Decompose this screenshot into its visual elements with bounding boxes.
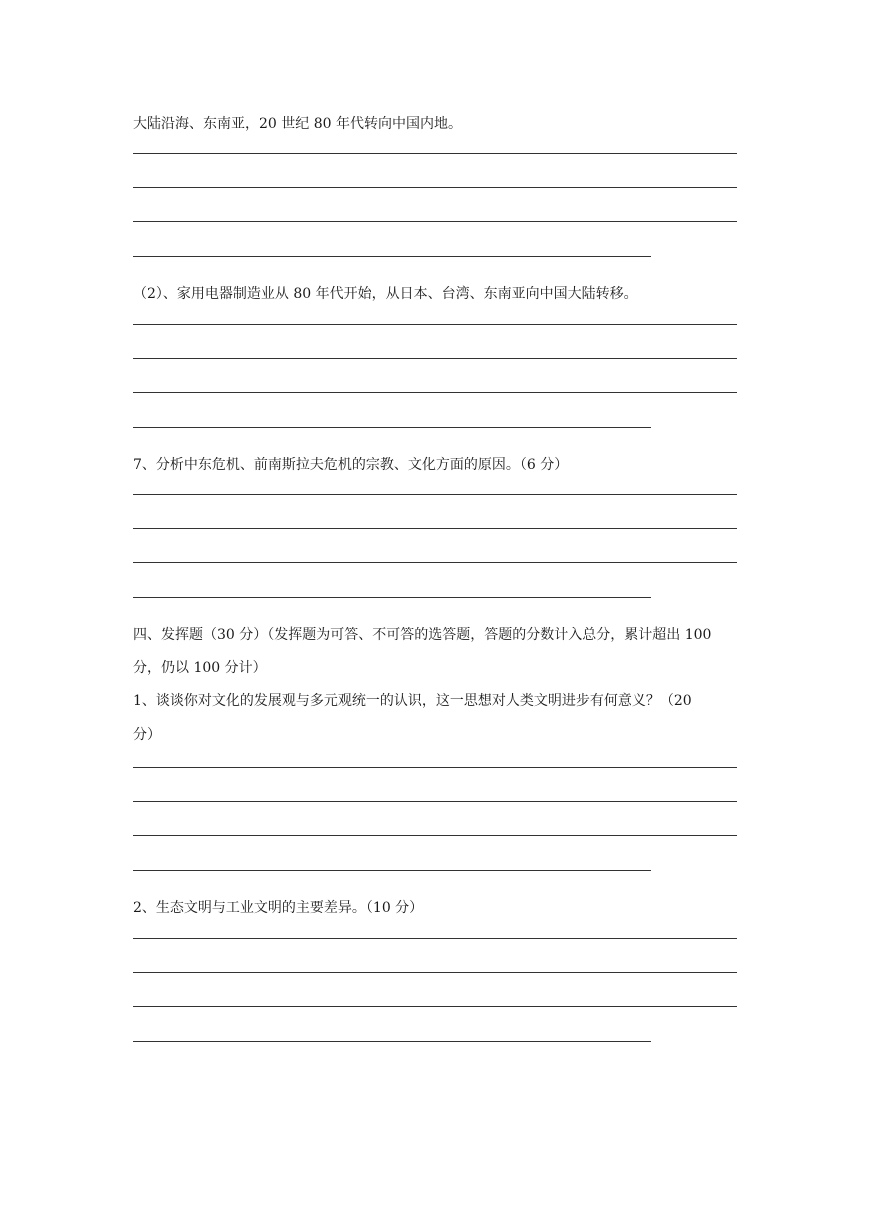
answer-line	[133, 562, 737, 563]
answer-line	[133, 324, 737, 325]
answer-line	[133, 256, 651, 257]
answer-line	[133, 1041, 651, 1042]
answer-line	[133, 153, 737, 154]
answer-line	[133, 392, 737, 393]
section-4-question-1: 1、谈谈你对文化的发展观与多元观统一的认识，这一思想对人类文明进步有何意义？（20	[133, 693, 692, 709]
section-4-heading: 四、发挥题（30 分）（发挥题为可答、不可答的选答题，答题的分数计入总分，累计超出 100	[133, 627, 712, 643]
answer-line	[133, 1006, 737, 1007]
question-6-continuation: 大陆沿海、东南亚，20 世纪 80 年代转向中国内地。	[133, 116, 462, 132]
answer-line	[133, 494, 737, 495]
answer-line	[133, 835, 737, 836]
answer-line	[133, 597, 651, 598]
question-6-part-2: （2）、家用电器制造业从 80 年代开始，从日本、台湾、东南亚向中国大陆转移。	[133, 286, 638, 302]
answer-line	[133, 427, 651, 428]
section-4-heading-cont: 分，仍以 100 分计）	[133, 660, 267, 676]
question-7: 7、分析中东危机、前南斯拉夫危机的宗教、文化方面的原因。（6 分）	[133, 457, 569, 473]
section-4-question-1-cont: 分）	[133, 727, 161, 743]
answer-line	[133, 358, 737, 359]
section-4-question-2: 2、生态文明与工业文明的主要差异。（10 分）	[133, 900, 424, 916]
answer-line	[133, 801, 737, 802]
answer-line	[133, 972, 737, 973]
answer-line	[133, 528, 737, 529]
answer-line	[133, 870, 651, 871]
answer-line	[133, 187, 737, 188]
answer-line	[133, 221, 737, 222]
answer-line	[133, 767, 737, 768]
answer-line	[133, 938, 737, 939]
